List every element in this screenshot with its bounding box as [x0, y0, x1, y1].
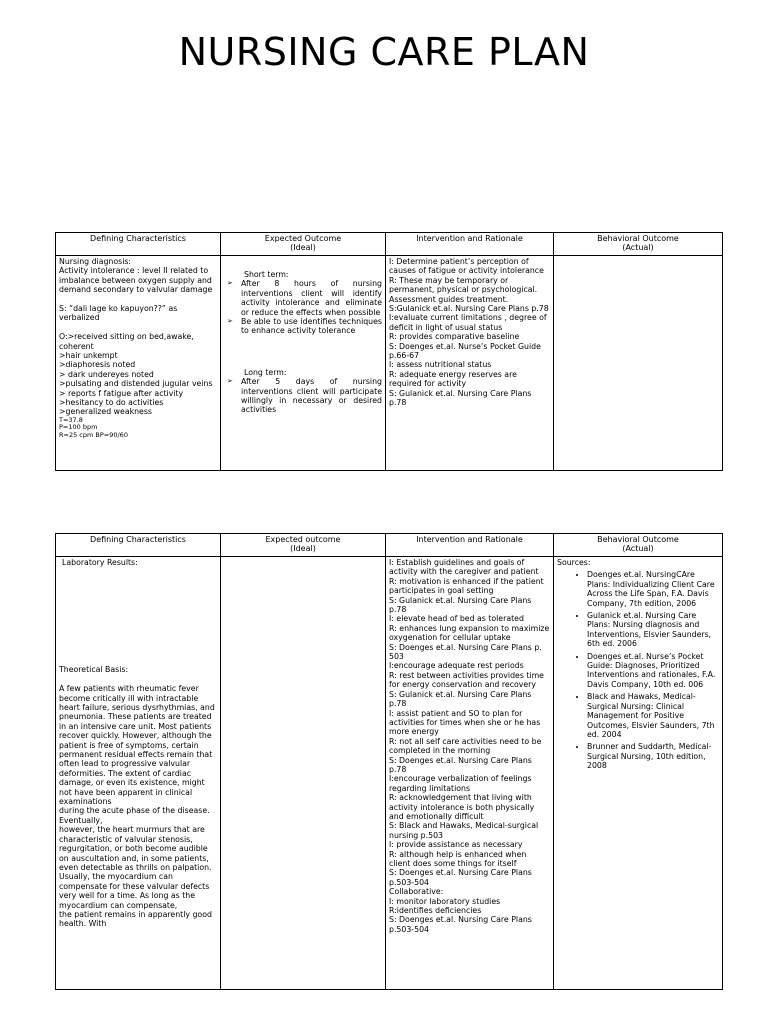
intervention-line: I:evaluate current limitations , degree of deficit in light of usual status [389, 313, 547, 332]
objective-cue: >hesitancy to do activities [59, 398, 164, 408]
source-line: S:Gulanick et.al. Nursing Care Plans p.78 [389, 304, 549, 314]
header-label: Intervention and Rationale [416, 535, 523, 544]
header-sublabel: (Ideal) [290, 243, 316, 252]
vital-sign-temp: T=37.8 [59, 415, 83, 424]
theoretical-basis-text: A few patients with rheumatic fever become critically ill with intractable heart failure, serious dysrhythmias, and pneumonia. These patients are treated in an intensive care unit. Most patients recover quickly. However, although the patient is free of symptoms, certain permanent residual effects remain that often lead to progressive valvular deformities. The extent of cardiac damage, or even its existence, might not have been apparent in clinical examinations [59, 684, 215, 807]
expected-outcome-cell [221, 557, 386, 990]
header-behavioral-outcome [554, 534, 723, 557]
objective-cue: O:>received sitting on bed,awake, coherent [59, 332, 194, 351]
objective-cue: > dark undereyes noted [59, 369, 154, 379]
intervention-line: I: elevate head of bed as tolerated [389, 614, 524, 624]
behavioral-outcome-cell [554, 557, 723, 990]
source-item: • Gulanick et.al. Nursing Care Plans: Nursing diagnosis and Interventions, Elsvier Saunders, 6th ed. 2006 [587, 611, 719, 649]
short-term-label: Short term: [244, 270, 289, 279]
intervention-line: I:encourage verbalization of feelings regarding limitations [389, 774, 532, 793]
rationale-line: R: although help is enhanced when client does some things for itself [389, 849, 527, 868]
header-intervention-rationale [386, 233, 554, 256]
source-line: S: Doenges et.al. Nurse’s Pocket Guide p.66-67 [389, 341, 541, 361]
short-term-goal: ➢ After 8 hours of nursing interventions client will identify activity intolerance and eliminate or reduce the effects when possible [224, 279, 382, 317]
vital-sign-pulse: P=100 bpm [59, 423, 98, 432]
collaborative-label: Collaborative: [389, 887, 444, 897]
behavioral-outcome-cell [554, 256, 723, 471]
sources-list [557, 570, 719, 770]
rationale-line: R: adequate energy reserves are required for activity [389, 369, 517, 389]
header-label: Defining Characteristics [90, 234, 186, 243]
intervention-line: I: assess nutritional status [389, 360, 492, 370]
header-defining-characteristics [56, 233, 221, 256]
defining-characteristics-cell [56, 256, 221, 471]
objective-cue: >hair unkempt [59, 351, 118, 361]
table-row [56, 256, 723, 471]
header-label: Defining Characteristics [90, 535, 186, 544]
header-defining-characteristics [56, 534, 221, 557]
intervention-rationale-cell [386, 256, 554, 471]
source-line: S: Gulanick et.al. Nursing Care Plans p.78 [389, 689, 532, 709]
spacer [59, 295, 217, 304]
header-expected-outcome [221, 233, 386, 256]
expected-outcome-cell [221, 256, 386, 471]
source-item: • Doenges et.al. NursingCAre Plans: Individualizing Client Care Across the Life Span, F.A. Davis Company, 7th edition, 2006 [587, 570, 719, 608]
header-behavioral-outcome [554, 233, 723, 256]
source-line: S: Gulanick et.al. Nursing Care Plans p.78 [389, 388, 532, 408]
theoretical-basis-text: during the acute phase of the disease. Eventually, [59, 806, 210, 825]
theoretical-basis-text: very well for a time. As long as the myocardium can compensate, [59, 891, 196, 910]
objective-cue: >diaphoresis noted [59, 360, 136, 370]
header-label: Expected outcome [265, 535, 341, 544]
header-sublabel: (Actual) [622, 544, 654, 553]
objective-cue: > reports f fatigue after activity [59, 388, 184, 398]
care-plan-table-1 [55, 232, 723, 471]
intervention-line: I: Establish guidelines and goals of activity with the caregiver and patient [389, 558, 539, 577]
rationale-line: R: acknowledgement that living with activity intolerance is both physically and emotionally difficult [389, 793, 535, 821]
header-expected-outcome [221, 534, 386, 557]
source-item: • Brunner and Suddarth, Medical-Surgical Nursing, 10th edition, 2008 [587, 742, 719, 770]
source-line: S: Black and Hawaks, Medical-surgical nursing p.503 [389, 821, 539, 840]
header-label: Behavioral Outcome [597, 535, 679, 544]
source-line: S: Doenges et.al. Nursing Care Plans p.78 [389, 755, 532, 774]
rationale-line: R:identifies deficiencies [389, 906, 482, 916]
spacer [59, 675, 217, 684]
rationale-line: R: rest between activities provides time for energy conservation and recovery [389, 670, 544, 690]
header-intervention-rationale [386, 534, 554, 557]
page-title: NURSING CARE PLAN [178, 30, 590, 74]
nursing-diagnosis-text: Activity intolerance : level II related to imbalance between oxygen supply and demand secondary to valvular damage [59, 266, 213, 295]
intervention-line: I: monitor laboratory studies [389, 896, 501, 906]
defining-characteristics-cell [56, 557, 221, 990]
spacer [59, 323, 217, 332]
source-line: S: Gulanick et.al. Nursing Care Plans p.78 [389, 595, 532, 615]
source-item: • Black and Hawaks, Medical-Surgical Nursing: Clinical Management for Positive Outcomes, Elsvier Saunders, 7th ed. 2004 [587, 692, 719, 739]
header-label: Expected Outcome [264, 234, 342, 243]
theoretical-basis-text: however, the heart murmurs that are characteristic of valvular stenosis, regurgitation, or both become audible on auscultation and, in some patients, even detectable as thrills on palpation. Usually, the myocardium can compensate for these valvular defects [59, 825, 212, 891]
rationale-line: R: not all self care activities need to be completed in the morning [389, 736, 542, 756]
objective-cue: >generalized weakness [59, 407, 152, 417]
short-term-goal: ➢ Be able to use identifies techniques to enhance activity tolerance [224, 317, 382, 336]
theoretical-basis-text: the patient remains in apparently good health. With [59, 909, 212, 929]
header-label: Behavioral Outcome [597, 234, 679, 243]
rationale-line: R: motivation is enhanced if the patient participates in goal setting [389, 576, 544, 596]
rationale-line: R: provides comparative baseline [389, 332, 520, 342]
table-header-row [56, 534, 723, 557]
intervention-line: I: Determine patient’s perception of causes of fatigue or activity intolerance [389, 257, 544, 276]
source-line: S: Doenges et.al. Nursing Care Plans p.503-504 [389, 915, 532, 934]
header-label: Intervention and Rationale [416, 234, 523, 243]
header-sublabel: (Ideal) [290, 544, 316, 553]
rationale-line: R: These may be temporary or permanent, physical or psychological. Assessment guides treatment. [389, 275, 538, 304]
intervention-line: I: provide assistance as necessary [389, 840, 523, 850]
intervention-line: I:encourage adequate rest periods [389, 661, 524, 671]
long-term-goal: ➢ After 5 days of nursing interventions client will participate willingly in necessary or desired activities [224, 377, 382, 415]
intervention-rationale-cell [386, 557, 554, 990]
source-line: S: Doenges et.al. Nursing Care Plans p.503-504 [389, 868, 532, 887]
vital-sign-resp-bp: R=25 cpm BP=90/60 [59, 430, 128, 439]
intervention-line: I: assist patient and SO to plan for activities for times when she or he has more energy [389, 708, 541, 737]
table-header-row [56, 233, 723, 256]
care-plan-table-2 [55, 533, 723, 990]
rationale-line: R: enhances lung expansion to maximize oxygenation for cellular uptake [389, 623, 550, 643]
sources-label: Sources: [557, 558, 591, 567]
nursing-diagnosis-label: Nursing diagnosis: [59, 257, 132, 266]
subjective-cue: S: “dali lage ko kapuyon??” as verbalized [59, 304, 178, 323]
header-sublabel: (Actual) [622, 243, 654, 252]
table-row [56, 557, 723, 990]
laboratory-results-label: Laboratory Results: [62, 558, 138, 567]
source-line: S: Doenges et.al. Nursing Care Plans p. 503 [389, 642, 542, 662]
source-item: • Doenges et.al. Nurse’s Pocket Guide: Diagnoses, Prioritized Interventions and rationales, F.A. Davis Company, 10th ed. 006 [587, 652, 719, 690]
objective-cue: >pulsating and distended jugular veins [59, 379, 213, 389]
theoretical-basis-label: Theoretical Basis: [59, 665, 129, 675]
long-term-label: Long term: [244, 367, 287, 377]
